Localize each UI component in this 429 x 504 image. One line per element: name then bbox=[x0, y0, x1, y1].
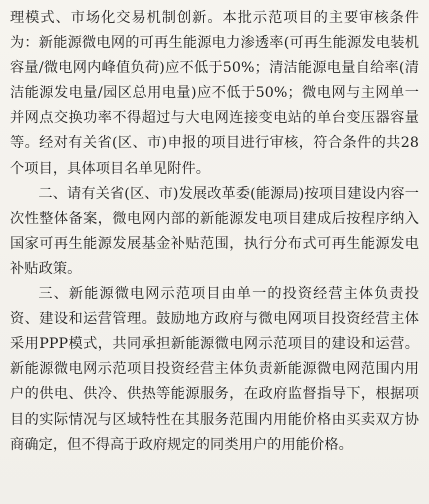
paragraph-section-three: 三、新能源微电网示范项目由单一的投资经营主体负责投资、建设和运营管理。鼓励地方政府与微电网项目投资经营主体采用PPP模式，共同承担新能源微电网示范项目的建设和运营。新能源微电网示范项目投资经营主体负责新能源微电网范围内用户的供电、供冷、供热等能源服务，在政府监督指导下，根据项目的实际情况与区域特性在其服务范围内用能价格由买卖双方协商确定，但不得高于政府规定的同类用户的用能价格。 bbox=[10, 286, 419, 453]
paragraph-review-conditions: 理模式、市场化交易机制创新。本批示范项目的主要审核条件为：新能源微电网的可再生能源电力渗透率(可再生能源发电装机容量/微电网内峰值负荷)应不低于50%；清洁能源电量自给率(清洁能源发电量/园区总用电量)应不低于50%；微电网与主网单一并网点交换功率不得超过与大电网连接变电站的单台变压器容量等。经对有关省(区、市)申报的项目进行审核，符合条件的共28个项目，具体项目名单见附件。 bbox=[10, 10, 419, 177]
paragraph-section-two: 二、请有关省(区、市)发展改革委(能源局)按项目建设内容一次性整体备案，微电网内部的新能源发电项目建成后按程序纳入国家可再生能源发展基金补贴范围，执行分布式可再生能源发电补贴政策。 bbox=[10, 185, 419, 277]
